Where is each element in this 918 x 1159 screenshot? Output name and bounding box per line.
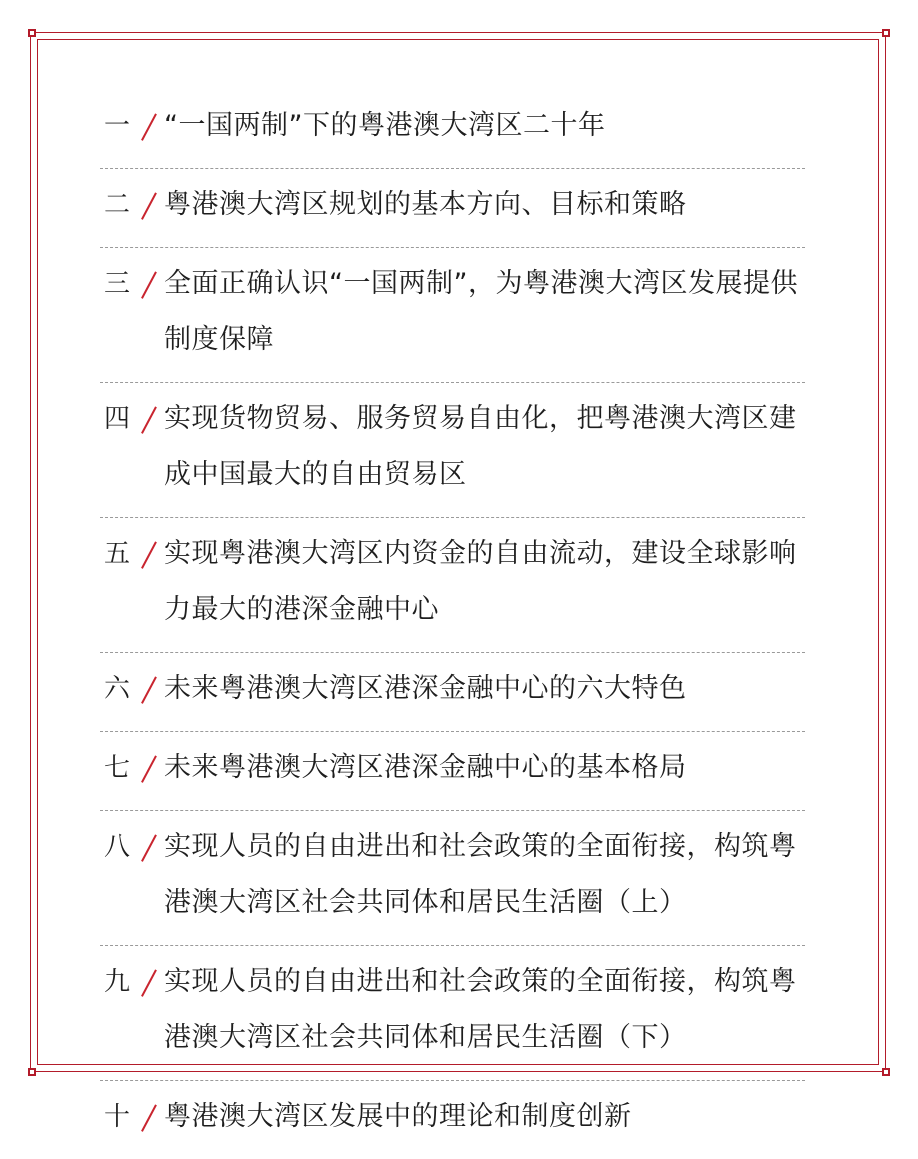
slash-divider-icon: [134, 391, 164, 447]
toc-entry[interactable]: [100, 946, 805, 1081]
chapter-title: 实现粤港澳大湾区内资金的自由流动，建设全球影响力最大的港深金融中心: [164, 538, 797, 625]
toc-entry[interactable]: [100, 248, 805, 383]
chapter-title: 未来粤港澳大湾区港深金融中心的六大特色: [164, 673, 687, 704]
slash-divider-icon: [134, 819, 164, 875]
chapter-title: 粤港澳大湾区规划的基本方向、目标和策略: [164, 189, 687, 220]
chapter-title: 全面正确认识“一国两制”，为粤港澳大湾区发展提供制度保障: [164, 268, 798, 355]
chapter-title: 实现人员的自由进出和社会政策的全面衔接，构筑粤港澳大湾区社会共同体和居民生活圈（上）: [164, 831, 797, 918]
chapter-number: 二: [103, 190, 130, 220]
toc-entry[interactable]: [100, 90, 805, 169]
toc-entry[interactable]: [100, 811, 805, 946]
chapter-title: 实现人员的自由进出和社会政策的全面衔接，构筑粤港澳大湾区社会共同体和居民生活圈（下）: [164, 966, 797, 1053]
toc-entry[interactable]: [100, 169, 805, 248]
toc-entry[interactable]: [100, 383, 805, 518]
chapter-title: “一国两制”下的粤港澳大湾区二十年: [164, 110, 606, 141]
corner-ornament-icon: [882, 29, 890, 37]
slash-divider-icon: [134, 954, 164, 1010]
chapter-number: 五: [103, 539, 130, 569]
chapter-title: 未来粤港澳大湾区港深金融中心的基本格局: [164, 752, 687, 783]
corner-ornament-icon: [882, 1068, 890, 1076]
chapter-number: 七: [103, 753, 130, 783]
slash-divider-icon: [134, 526, 164, 582]
toc-entry[interactable]: [100, 1081, 805, 1159]
corner-ornament-icon: [28, 29, 36, 37]
chapter-number: 三: [103, 269, 130, 299]
toc-entry[interactable]: [100, 518, 805, 653]
chapter-number: 八: [103, 832, 130, 862]
chapter-title: 实现货物贸易、服务贸易自由化，把粤港澳大湾区建成中国最大的自由贸易区: [164, 403, 797, 490]
slash-divider-icon: [134, 1089, 164, 1145]
toc-entry[interactable]: [100, 732, 805, 811]
chapter-number: 六: [103, 674, 130, 704]
toc-entry[interactable]: [100, 653, 805, 732]
slash-divider-icon: [134, 661, 164, 717]
slash-divider-icon: [134, 256, 164, 312]
chapter-number: 九: [103, 967, 130, 997]
chapter-number: 四: [103, 404, 130, 434]
slash-divider-icon: [134, 177, 164, 233]
chapter-title: 粤港澳大湾区发展中的理论和制度创新: [164, 1101, 632, 1132]
corner-ornament-icon: [28, 1068, 36, 1076]
chapter-number: 十: [103, 1102, 130, 1132]
table-of-contents: [100, 90, 805, 1159]
slash-divider-icon: [134, 740, 164, 796]
chapter-number: 一: [103, 111, 130, 141]
slash-divider-icon: [134, 98, 164, 154]
